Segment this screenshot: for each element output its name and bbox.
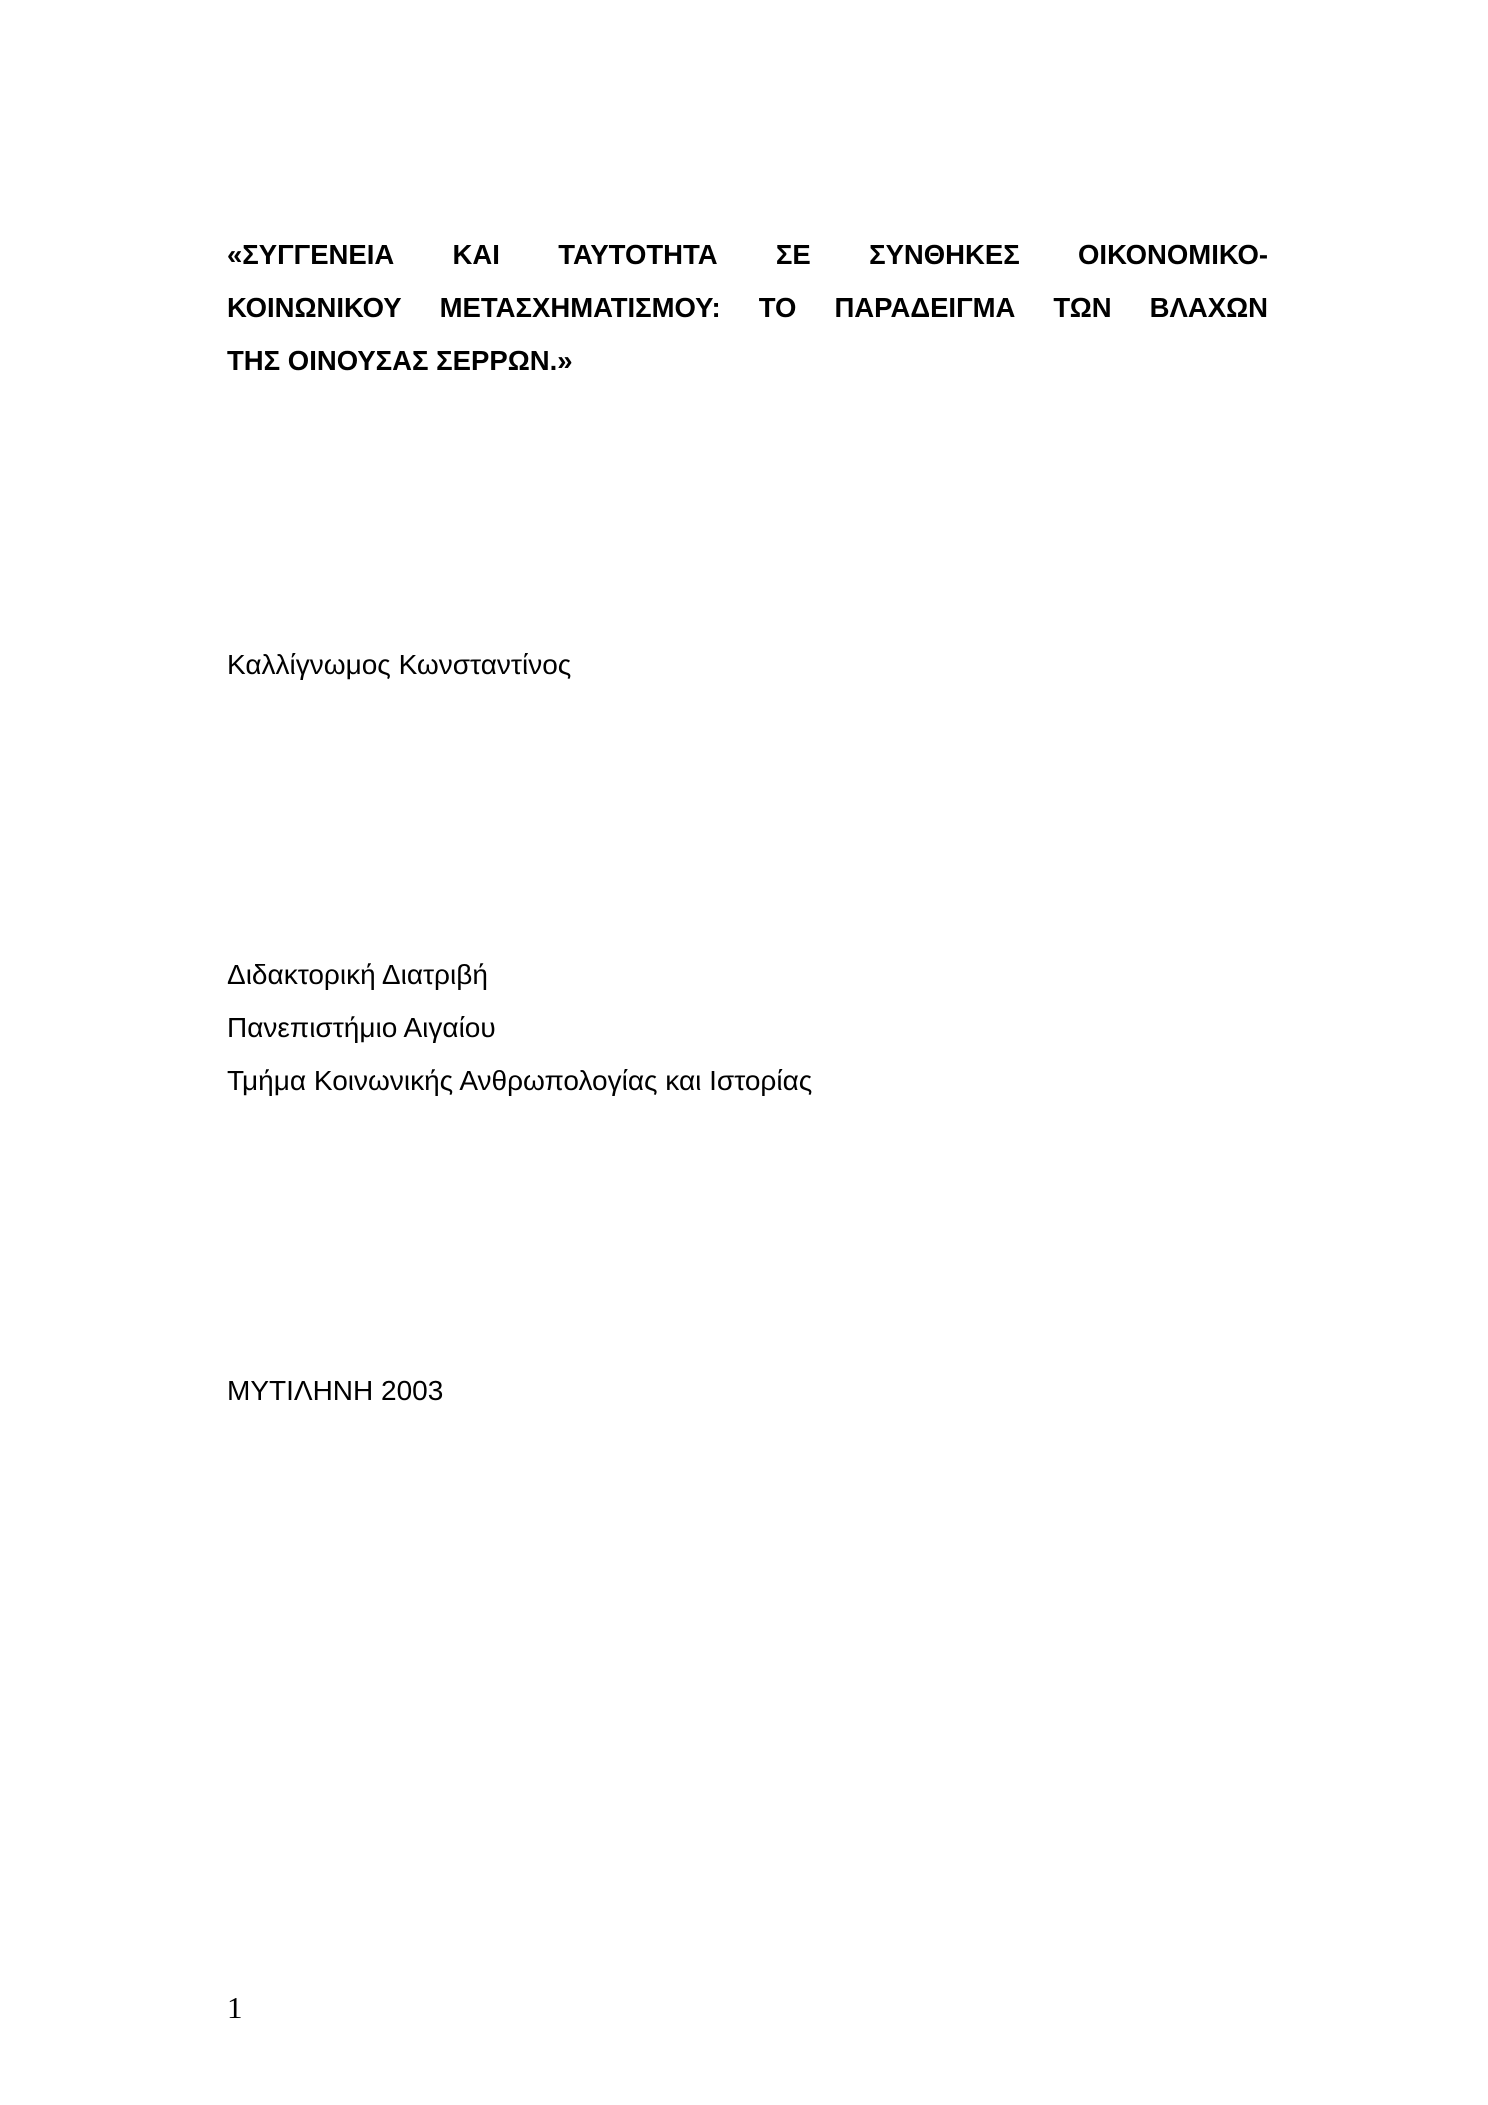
department-name: Τμήμα Κοινωνικής Ανθρωπολογίας και Ιστορίας [227, 1065, 813, 1096]
thesis-type: Διδακτορική Διατριβή [227, 959, 488, 990]
title-line-1: «ΣΥΓΓΕΝΕΙΑ ΚΑΙ ΤΑΥΤΟΤΗΤΑ ΣΕ ΣΥΝΘΗΚΕΣ ΟΙΚΟΝΟΜΙΚΟ- [227, 239, 1268, 270]
author-name: Καλλίγνωμος Κωνσταντίνος [227, 649, 572, 680]
title-line-3: ΤΗΣ ΟΙΝΟΥΣΑΣ ΣΕΡΡΩΝ.» [227, 345, 573, 376]
university-name: Πανεπιστήμιο Αιγαίου [227, 1012, 496, 1043]
place-and-year: ΜΥΤΙΛΗΝΗ 2003 [227, 1375, 444, 1406]
title-line-2: ΚΟΙΝΩΝΙΚΟΥ ΜΕΤΑΣΧΗΜΑΤΙΣΜΟΥ: ΤΟ ΠΑΡΑΔΕΙΓΜΑ ΤΩΝ ΒΛΑΧΩΝ [227, 292, 1268, 323]
thesis-title [227, 236, 1268, 395]
page-number: 1 [227, 1990, 243, 2025]
